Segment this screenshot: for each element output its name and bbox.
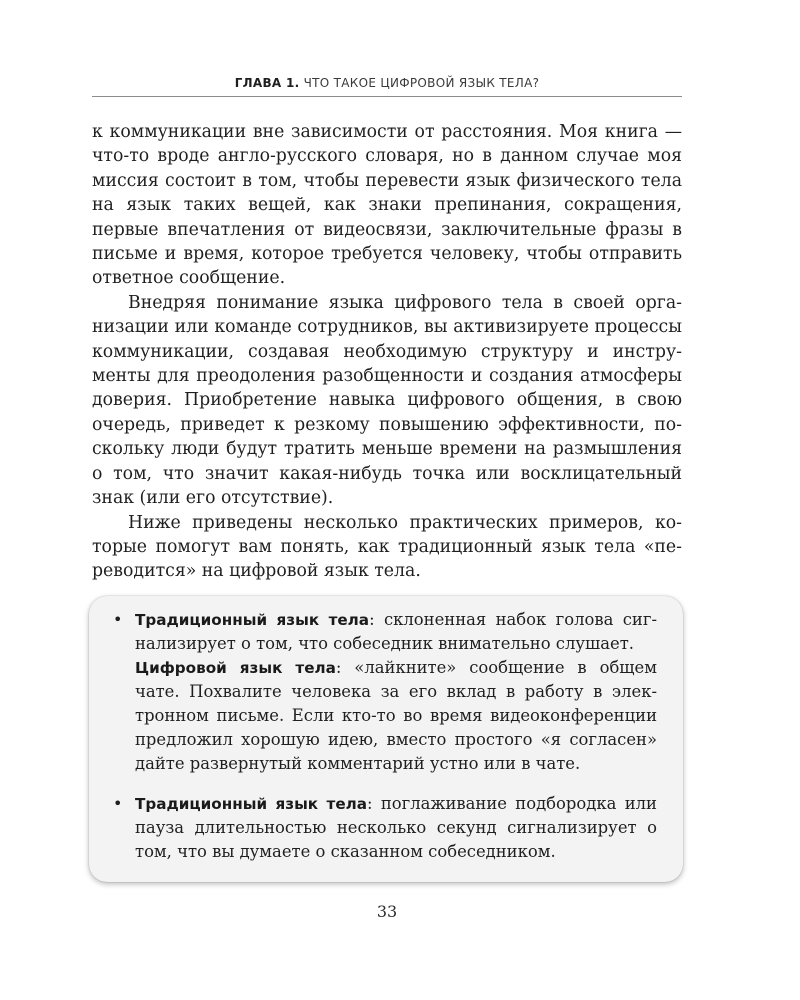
bullet-text: : поглаживание подбородка или пауза длительностью несколько секунд сигнализирует о том, что вы думаете о сказанном собеседником.: [135, 794, 657, 861]
bullet-item: [113, 792, 657, 864]
page-number: 33: [376, 902, 398, 921]
chapter-title: ЧТО ТАКОЕ ЦИФРОВОЙ ЯЗЫК ТЕЛА?: [303, 76, 540, 90]
chapter-label: ГЛАВА 1.: [234, 76, 300, 90]
example-callout-box: [89, 596, 683, 882]
bullet-item: [113, 608, 657, 776]
body-text: [92, 120, 682, 584]
bullet-text: : склоненная набок голова сигнализирует о том, что собеседник внимательно слушает.: [135, 610, 657, 653]
paragraph-1: к коммуникации вне зависимости от расстояния. Моя книга — что-то вроде англо-русского словаря, но в данном случае моя миссия состоит в том, чтобы перевести язык физического тела на язык таких вещей, как знаки препинания, сокращения, первые впечатления от видеосвязи, заключительные фразы в письме и время, которое требуется человеку, чтобы отправить ответное сообщение.: [92, 122, 682, 289]
bullet-dot-icon: •: [113, 610, 123, 629]
paragraph-2: Внедряя понимание языка цифрового тела в своей организации или команде сотрудников, вы активизируете процессы коммуникации, создавая необходимую структуру и инструменты для преодоления разобщенности и создания атмосферы доверия. Приобретение навыка цифрового общения, в свою очередь, приведет к резкому повышению эффективности, поскольку люди будут тратить меньше времени на размышления о том, что значит какая-нибудь точка или восклицательный знак (или его отсутствие).: [92, 292, 682, 509]
digital-line: [135, 656, 657, 776]
bullet-term: Традиционный язык тела: [135, 795, 367, 813]
bullet-digital-text: : «лайкните» сообщение в общем чате. Похвалите человека за его вклад в работу в электронном письме. Если кто-то во время видеоконференции предложил хорошую идею, вместо простого «я согласен» дайте развернутый комментарий устно или в чате.: [135, 658, 657, 773]
paragraph-3: Ниже приведены несколько практических примеров, которые помогут вам понять, как традиционный язык тела «переводится» на цифровой язык тела.: [92, 512, 682, 582]
bullet-dot-icon: •: [113, 794, 123, 813]
header-rule: [92, 96, 682, 97]
bullet-term: Традиционный язык тела: [135, 611, 370, 629]
running-head: [92, 76, 682, 90]
bullet-digital-term: Цифровой язык тела: [135, 659, 336, 677]
